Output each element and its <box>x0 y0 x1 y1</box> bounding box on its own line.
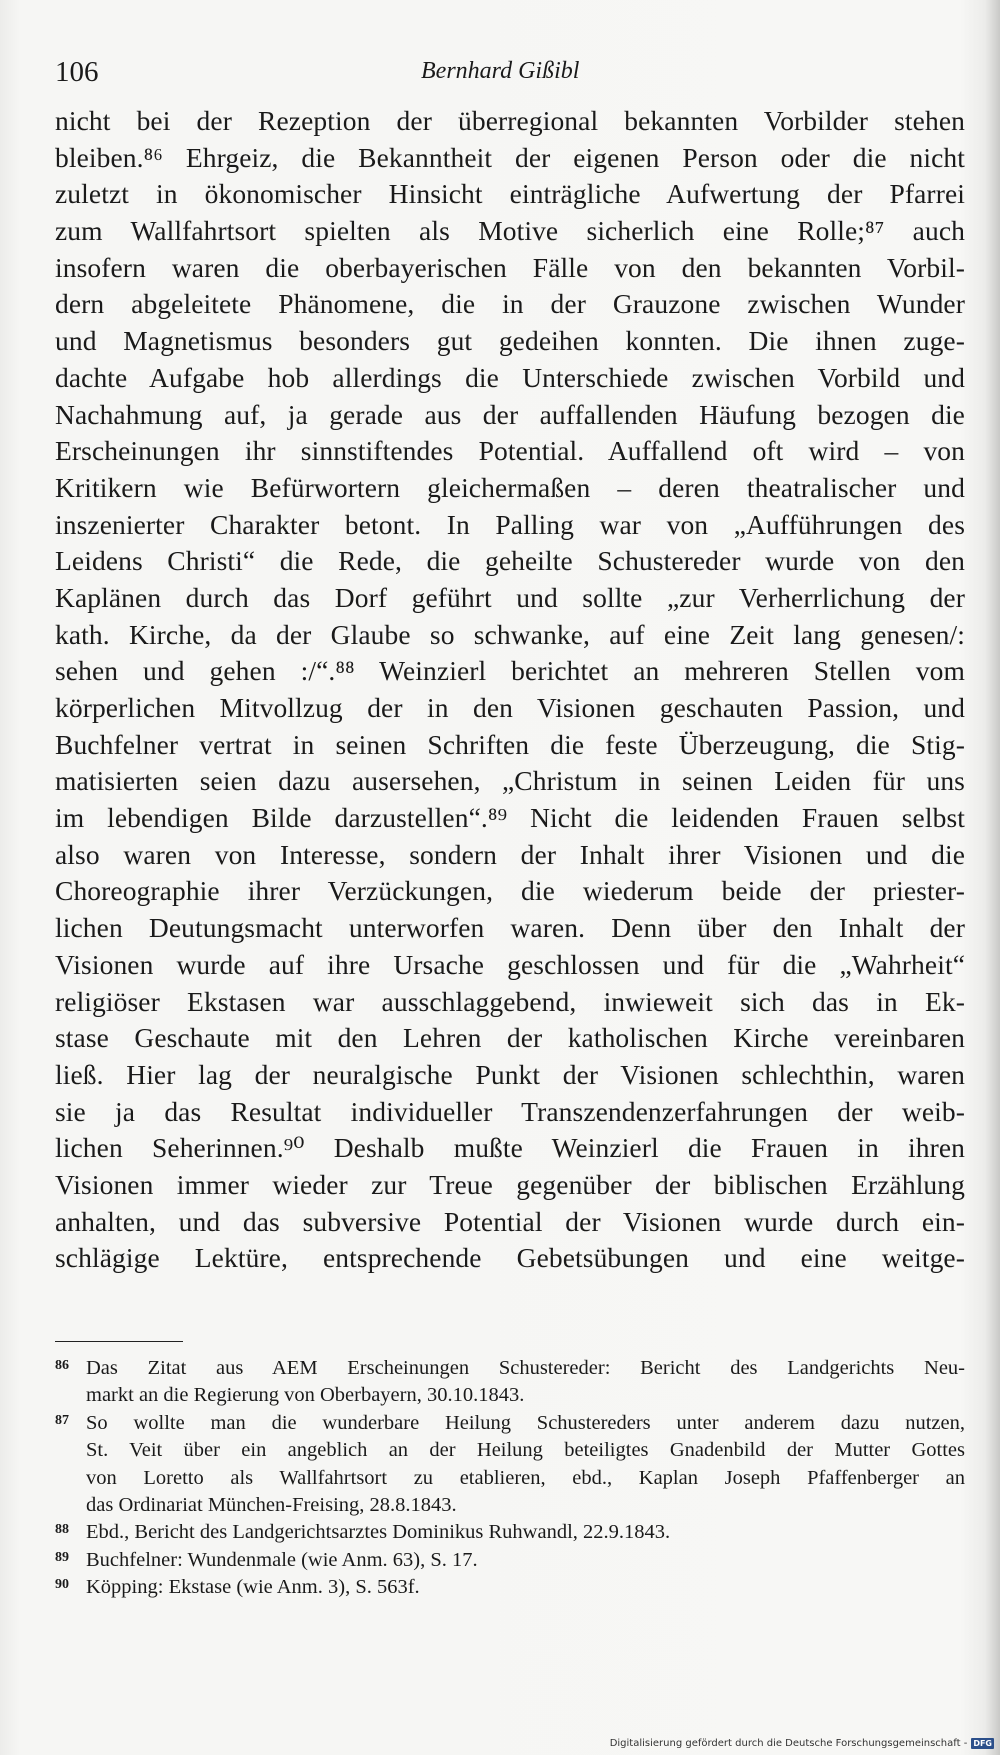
text-line: also waren von Interesse, sondern der Inhalt ihrer Visionen und die <box>55 838 965 870</box>
text-line: zum Wallfahrtsort spielten als Motive sicherlich eine Rolle;⁸⁷ auch <box>55 215 965 247</box>
text-line: bleiben.⁸⁶ Ehrgeiz, die Bekanntheit der eigenen Person oder die nicht <box>55 141 965 173</box>
text-line: lichen Seherinnen.⁹⁰ Deshalb mußte Weinzierl die Frauen in ihren <box>55 1132 965 1164</box>
footnote <box>55 1355 965 1410</box>
body-text <box>55 103 965 1277</box>
text-line: religiöser Ekstasen war ausschlaggebend, inwieweit sich das in Ek- <box>55 985 965 1017</box>
text-line: Kaplänen durch das Dorf geführt und sollte „zur Verherrlichung der <box>55 581 965 613</box>
text-line: Visionen wurde auf ihre Ursache geschlossen und für die „Wahrheit“ <box>55 948 965 980</box>
text-line: kath. Kirche, da der Glaube so schwanke, auf eine Zeit lang genesen/: <box>55 618 965 650</box>
text-line: sie ja das Resultat individueller Transzendenzerfahrungen der weib- <box>55 1095 965 1127</box>
text-line: Buchfelner vertrat in seinen Schriften die feste Überzeugung, die Stig- <box>55 728 965 760</box>
credit-text: Digitalisierung gefördert durch die Deutsche Forschungsgemeinschaft - <box>609 1738 968 1749</box>
text-line: und Magnetismus besonders gut gedeihen konnten. Die ihnen zuge- <box>55 325 965 357</box>
footnote-number: 90 <box>55 1577 69 1593</box>
text-line: stase Geschaute mit den Lehren der katholischen Kirche vereinbaren <box>55 1022 965 1054</box>
text-line: Visionen immer wieder zur Treue gegenüber der biblischen Erzählung <box>55 1168 965 1200</box>
footnote-line: das Ordinariat München-Freising, 28.8.1843. <box>86 1494 457 1517</box>
text-line: Leidens Christi“ die Rede, die geheilte Schustereder wurde von den <box>55 545 965 577</box>
text-line: dern abgeleitete Phänomene, die in der Grauzone zwischen Wunder <box>55 288 965 320</box>
text-line: dachte Aufgabe hob allerdings die Unterschiede zwischen Vorbild und <box>55 361 965 393</box>
text-line: im lebendigen Bilde darzustellen“.⁸⁹ Nicht die leidenden Frauen selbst <box>55 802 965 834</box>
text-line: insofern waren die oberbayerischen Fälle von den bekannten Vorbil- <box>55 251 965 283</box>
text-line: inszenierter Charakter betont. In Palling war von „Aufführungen des <box>55 508 965 540</box>
footnote-line: markt an die Regierung von Oberbayern, 30.10.1843. <box>86 1384 525 1407</box>
footnote-line: Ebd., Bericht des Landgerichtsarztes Dominikus Ruhwandl, 22.9.1843. <box>86 1521 671 1544</box>
text-line: matisierten seien dazu ausersehen, „Christum in seinen Leiden für uns <box>55 765 965 797</box>
dfg-logo-icon: DFG <box>973 1739 992 1748</box>
page-number: 106 <box>55 56 99 88</box>
footnote-line: So wollte man die wunderbare Heilung Schustereders unter anderem dazu nutzen, <box>86 1411 965 1434</box>
footnote-number: 89 <box>55 1549 69 1565</box>
footnote <box>55 1410 965 1520</box>
footnote <box>55 1519 965 1546</box>
footnote <box>55 1547 965 1574</box>
text-line: Erscheinungen ihr sinnstiftendes Potential. Auffallend oft wird – von <box>55 435 965 467</box>
text-line: ließ. Hier lag der neuralgische Punkt der Visionen schlechthin, waren <box>55 1058 965 1090</box>
text-line: Kritikern wie Befürwortern gleichermaßen – deren theatralischer und <box>55 471 965 503</box>
text-line: lichen Deutungsmacht unterworfen waren. Denn über den Inhalt der <box>55 912 965 944</box>
footnote-number: 87 <box>55 1412 69 1428</box>
footnote-number: 88 <box>55 1522 69 1538</box>
footnotes <box>55 1355 965 1602</box>
text-line: anhalten, und das subversive Potential der Visionen wurde durch ein- <box>55 1205 965 1237</box>
footnote-line: St. Veit über ein angeblich an der Heilung beteiligtes Gnadenbild der Mutter Gottes <box>86 1439 965 1462</box>
footnote-line: Köpping: Ekstase (wie Anm. 3), S. 563f. <box>86 1576 420 1599</box>
text-line: körperlichen Mitvollzug der in den Visionen geschauten Passion, und <box>55 692 965 723</box>
footnote-separator <box>55 1341 183 1342</box>
text-line: Nachahmung auf, ja gerade aus der auffallenden Häufung bezogen die <box>55 398 965 430</box>
page-header <box>55 56 965 96</box>
text-line: schlägige Lektüre, entsprechende Gebetsübungen und eine weitge- <box>55 1242 965 1274</box>
footnote-line: Buchfelner: Wundenmale (wie Anm. 63), S. 17. <box>86 1548 478 1571</box>
footnote-line: von Loretto als Wallfahrtsort zu etablieren, ebd., Kaplan Joseph Pfaffenberger an <box>86 1466 965 1489</box>
footnote <box>55 1574 965 1601</box>
footnote-number: 86 <box>55 1358 69 1373</box>
digitization-credit <box>610 1738 994 1749</box>
text-line: zuletzt in ökonomischer Hinsicht einträgliche Aufwertung der Pfarrei <box>55 178 965 210</box>
text-line: sehen und gehen :/“.⁸⁸ Weinzierl berichtet an mehreren Stellen vom <box>55 655 965 687</box>
running-title: Bernhard Gißibl <box>421 58 580 84</box>
text-line: nicht bei der Rezeption der überregional bekannten Vorbilder stehen <box>55 105 965 136</box>
text-line: Choreographie ihrer Verzückungen, die wiederum beide der priester- <box>55 875 965 907</box>
footnote-line: Das Zitat aus AEM Erscheinungen Schustereder: Bericht des Landgerichts Neu- <box>86 1357 965 1379</box>
